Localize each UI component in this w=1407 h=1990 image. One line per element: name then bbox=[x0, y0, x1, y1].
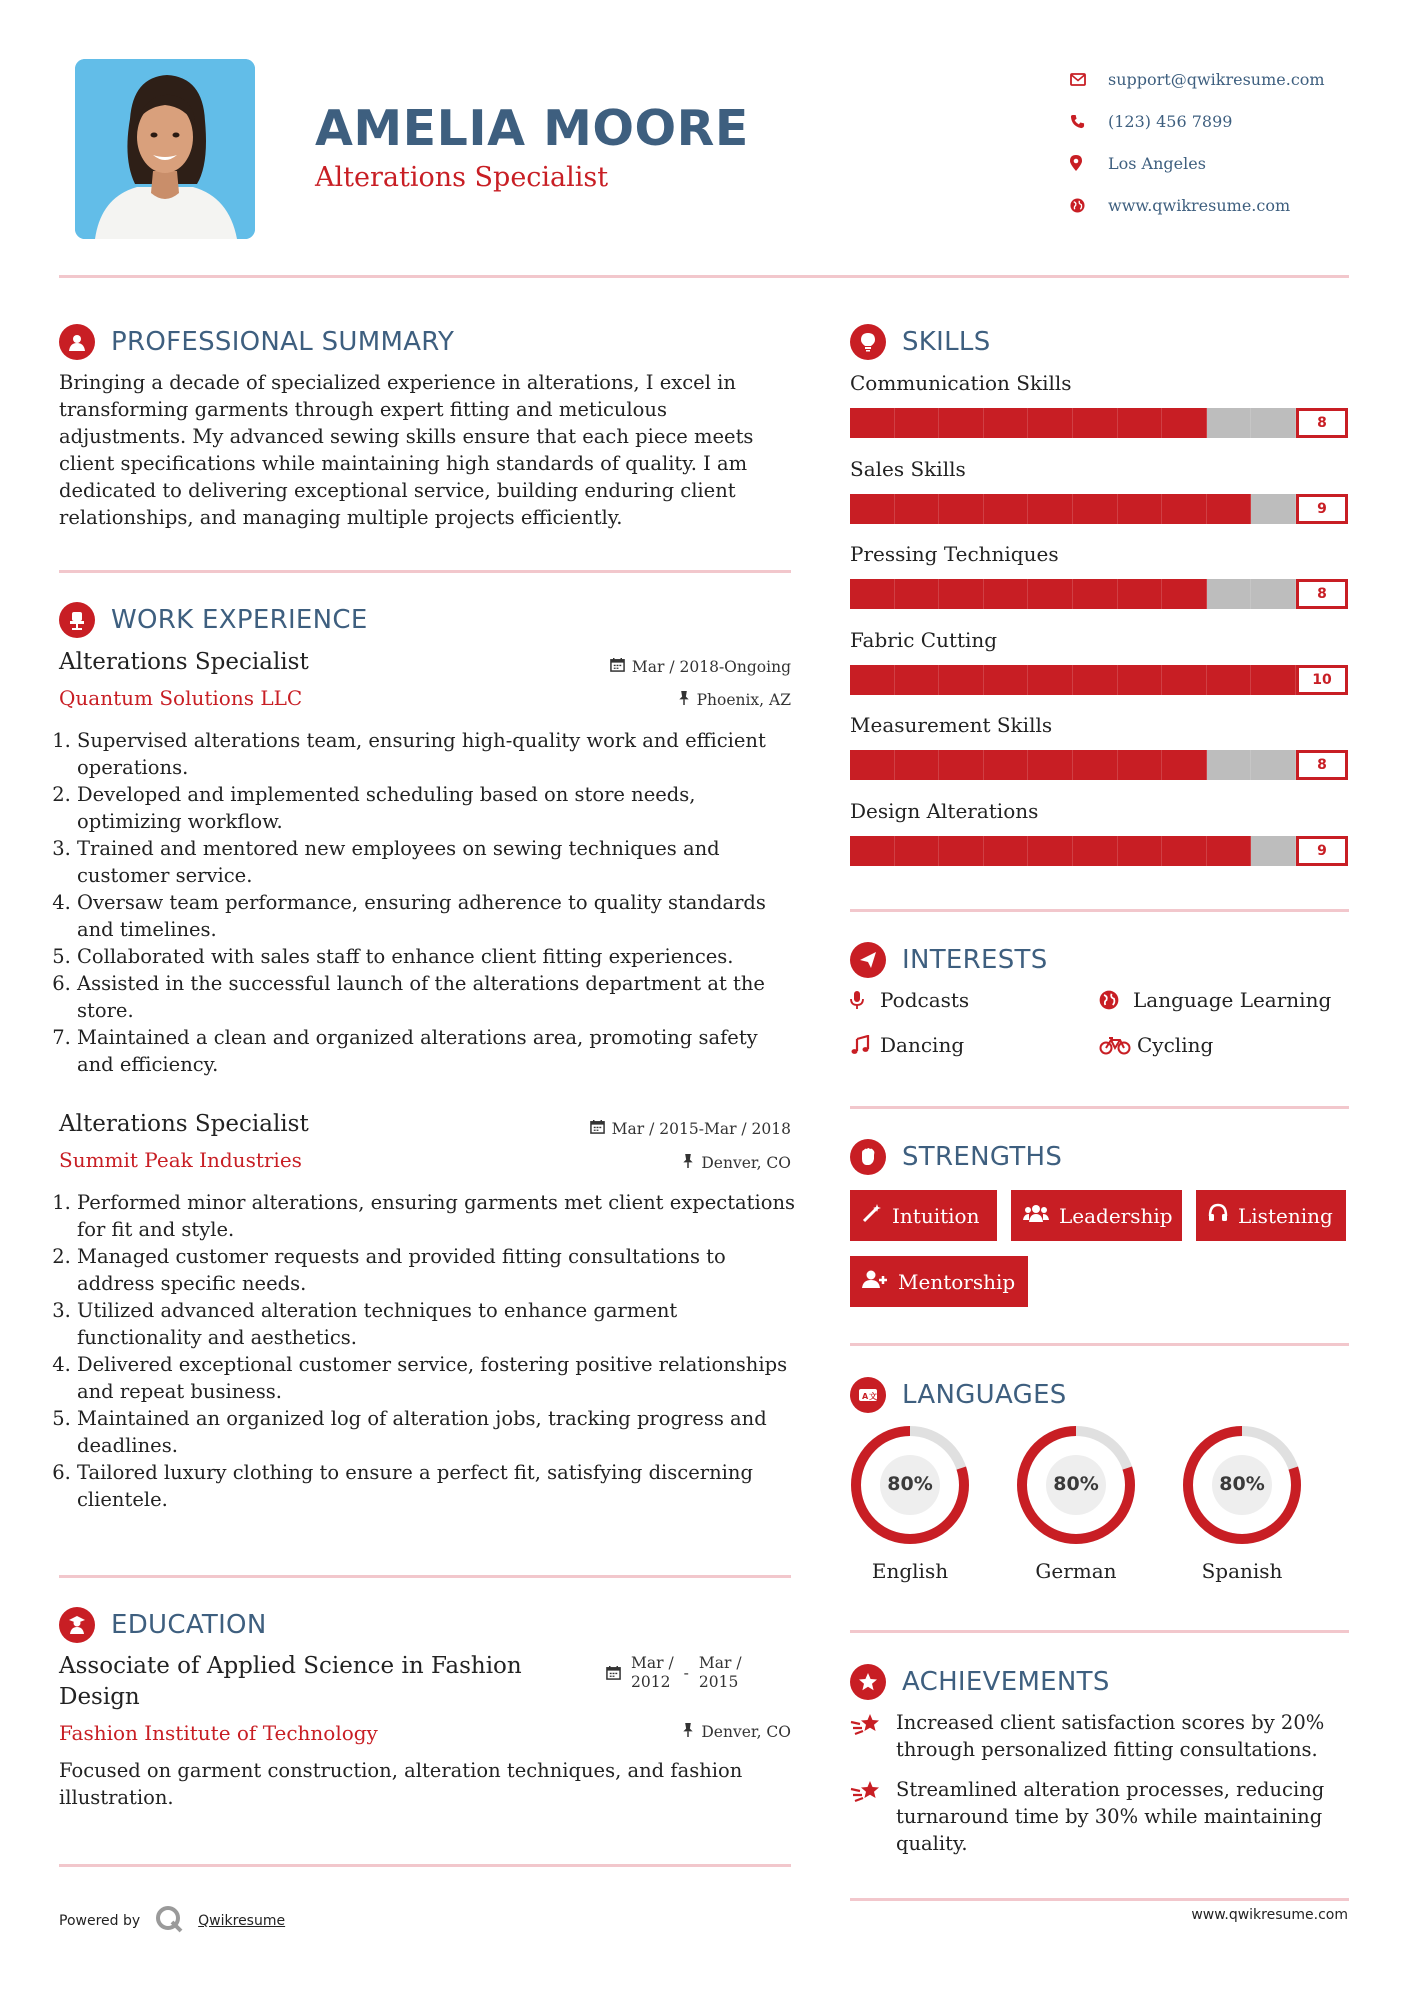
skill-segment-filled bbox=[939, 579, 984, 609]
translate-icon bbox=[850, 1377, 886, 1413]
user-icon bbox=[59, 324, 95, 360]
skill-segment-filled bbox=[850, 408, 895, 438]
footer-url[interactable]: www.qwikresume.com bbox=[1191, 1907, 1348, 1923]
qwikresume-logo-icon bbox=[154, 1904, 184, 1938]
skill-segment-filled bbox=[984, 408, 1029, 438]
skill-level-value: 9 bbox=[1296, 836, 1348, 866]
degree-line-2: Design bbox=[59, 1684, 140, 1710]
skill-segment-filled bbox=[1028, 579, 1073, 609]
contact-list bbox=[1070, 58, 1325, 226]
interest-label: Language Learning bbox=[1133, 988, 1332, 1012]
skill-segment-filled bbox=[895, 836, 940, 866]
skill-segment-filled bbox=[1162, 579, 1207, 609]
list-item: 1. Performed minor alterations, ensuring garments met client expectations for fit and style. bbox=[77, 1189, 799, 1243]
contact-text: www.qwikresume.com bbox=[1108, 195, 1291, 215]
user-plus-icon bbox=[862, 1269, 888, 1294]
skill-level-bar bbox=[850, 665, 1348, 695]
section-title: WORK EXPERIENCE bbox=[111, 605, 368, 635]
job-title: Alterations Specialist bbox=[59, 1111, 309, 1137]
powered-by-label: Powered by bbox=[59, 1913, 141, 1929]
skill-segment-filled bbox=[1073, 665, 1118, 695]
skill-segment-empty bbox=[1207, 750, 1252, 780]
contact-text: (123) 456 7899 bbox=[1108, 111, 1233, 131]
skill-segment-filled bbox=[1162, 836, 1207, 866]
summary-text: Bringing a decade of specialized experience in alterations, I excel in transforming garments through expert fitting and meticulous adjustments. My advanced sewing skills ensure that each piece meets client specifications while maintaining high standards of quality. I am dedicated to delivering exceptional service, building enduring client relationships, and managing multiple projects efficiently. bbox=[59, 371, 754, 529]
candidate-name: AMELIA MOORE bbox=[315, 100, 749, 157]
paper-plane-icon bbox=[850, 942, 886, 978]
language-name: German bbox=[1035, 1559, 1117, 1583]
skill-segment-empty bbox=[1251, 579, 1296, 609]
skill-segment-filled bbox=[1028, 408, 1073, 438]
skill-level-bar bbox=[850, 750, 1348, 780]
list-item: 6. Assisted in the successful launch of the alterations department at the store. bbox=[77, 970, 799, 1024]
job-location bbox=[682, 1153, 791, 1172]
skill-segment-filled bbox=[1207, 494, 1252, 524]
interests-heading bbox=[850, 942, 1048, 978]
date-text: Mar / 2015-Mar / 2018 bbox=[611, 1119, 791, 1138]
skill-segment-filled bbox=[1118, 836, 1163, 866]
date-text: Mar / 2018-Ongoing bbox=[631, 657, 791, 676]
section-divider bbox=[850, 1898, 1349, 1901]
section-title: STRENGTHS bbox=[902, 1142, 1063, 1172]
degree-line-1: Associate of Applied Science in Fashion bbox=[59, 1653, 522, 1679]
skill-segment-filled bbox=[1162, 494, 1207, 524]
company-name: Quantum Solutions LLC bbox=[59, 686, 303, 710]
skill-label: Fabric Cutting bbox=[850, 627, 998, 652]
skill-segment-filled bbox=[1162, 408, 1207, 438]
profile-photo bbox=[75, 59, 255, 239]
list-item: 5. Maintained an organized log of alteration jobs, tracking progress and deadlines. bbox=[77, 1405, 799, 1459]
strength-label: Intuition bbox=[892, 1203, 980, 1228]
education-heading bbox=[59, 1607, 267, 1643]
section-divider bbox=[59, 570, 791, 573]
skill-segment-empty bbox=[1207, 579, 1252, 609]
strength-badge bbox=[850, 1190, 997, 1241]
skill-level-value: 8 bbox=[1296, 750, 1348, 780]
interest-item bbox=[1099, 988, 1331, 1012]
skill-level-bar bbox=[850, 579, 1348, 609]
strength-badge bbox=[1196, 1190, 1346, 1241]
brand-link[interactable]: Qwikresume bbox=[198, 1913, 286, 1929]
education-location bbox=[682, 1722, 791, 1741]
section-divider bbox=[59, 1575, 791, 1578]
headphones-icon bbox=[1208, 1203, 1228, 1228]
strength-label: Leadership bbox=[1059, 1203, 1173, 1228]
list-item: 2. Managed customer requests and provided fitting consultations to address specific needs. bbox=[77, 1243, 799, 1297]
skill-segment-filled bbox=[984, 665, 1029, 695]
skill-segment-filled bbox=[1028, 836, 1073, 866]
skill-segment-filled bbox=[939, 494, 984, 524]
section-title: EDUCATION bbox=[111, 1610, 267, 1640]
list-item: 1. Supervised alterations team, ensuring high-quality work and efficient operations. bbox=[77, 727, 799, 781]
calendar-icon bbox=[610, 657, 625, 676]
location-text: Denver, CO bbox=[701, 1153, 791, 1172]
interest-item bbox=[1099, 1033, 1213, 1057]
language-name: Spanish bbox=[1201, 1559, 1283, 1583]
section-title: SKILLS bbox=[902, 327, 991, 357]
skill-segment-filled bbox=[1073, 750, 1118, 780]
svg-text:文: 文 bbox=[869, 1392, 877, 1401]
skill-segment-filled bbox=[1162, 665, 1207, 695]
lightbulb-icon bbox=[850, 324, 886, 360]
job-title: Alterations Specialist bbox=[59, 649, 309, 675]
skill-segment-empty bbox=[1207, 408, 1252, 438]
achievement-text: Increased client satisfaction scores by 20% through personalized fitting consultations. bbox=[896, 1711, 1325, 1761]
skill-segment-filled bbox=[1118, 494, 1163, 524]
languages-heading bbox=[850, 1377, 1067, 1413]
candidate-role: Alterations Specialist bbox=[315, 162, 609, 193]
achievements-heading bbox=[850, 1664, 1110, 1700]
skill-segment-filled bbox=[1073, 579, 1118, 609]
phone-icon bbox=[1070, 114, 1108, 129]
skills-heading bbox=[850, 324, 991, 360]
skill-segment-filled bbox=[939, 836, 984, 866]
skill-segment-filled bbox=[1073, 836, 1118, 866]
location-text: Phoenix, AZ bbox=[696, 690, 791, 709]
list-item: 3. Trained and mentored new employees on sewing techniques and customer service. bbox=[77, 835, 799, 889]
skill-segment-empty bbox=[1251, 408, 1296, 438]
strength-label: Listening bbox=[1238, 1203, 1333, 1228]
interest-label: Dancing bbox=[880, 1033, 965, 1057]
raised-fist-icon bbox=[850, 1139, 886, 1175]
skill-label: Measurement Skills bbox=[850, 713, 1053, 737]
contact-phone[interactable] bbox=[1070, 100, 1325, 142]
end-month: Mar / bbox=[698, 1654, 742, 1672]
skill-segment-filled bbox=[1073, 408, 1118, 438]
skill-level-value: 8 bbox=[1296, 408, 1348, 438]
map-pin-icon bbox=[1070, 155, 1108, 171]
skill-segment-filled bbox=[850, 579, 895, 609]
skill-level-value: 8 bbox=[1296, 579, 1348, 609]
skill-segment-filled bbox=[850, 665, 895, 695]
bicycle-icon bbox=[1099, 1035, 1135, 1055]
date-dash: - bbox=[683, 1664, 689, 1682]
shooting-star-icon bbox=[850, 1776, 896, 1857]
skill-segment-filled bbox=[850, 750, 895, 780]
section-title: INTERESTS bbox=[902, 945, 1048, 975]
summary-heading bbox=[59, 324, 454, 360]
list-item: 4. Oversaw team performance, ensuring adherence to quality standards and timelines. bbox=[77, 889, 799, 943]
skill-level-bar bbox=[850, 408, 1348, 438]
language-name: English bbox=[871, 1559, 949, 1583]
skill-segment-filled bbox=[895, 494, 940, 524]
skill-segment-filled bbox=[850, 494, 895, 524]
skill-segment-filled bbox=[1118, 750, 1163, 780]
strength-badge bbox=[850, 1256, 1028, 1307]
job-dates bbox=[610, 657, 791, 676]
skill-level-value: 10 bbox=[1296, 665, 1348, 695]
achievement-text: Streamlined alteration processes, reducing turnaround time by 30% while maintaining quality. bbox=[896, 1778, 1325, 1855]
calendar-icon bbox=[590, 1119, 605, 1138]
skill-segment-filled bbox=[895, 408, 940, 438]
section-divider bbox=[850, 1630, 1349, 1633]
location-text: Denver, CO bbox=[701, 1722, 791, 1741]
contact-text: Los Angeles bbox=[1108, 153, 1206, 173]
language-percent: 80% bbox=[1053, 1473, 1099, 1495]
skill-segment-filled bbox=[895, 750, 940, 780]
skill-segment-filled bbox=[1073, 494, 1118, 524]
experience-heading bbox=[59, 602, 368, 638]
section-title: LANGUAGES bbox=[902, 1380, 1067, 1410]
skill-level-bar bbox=[850, 836, 1348, 866]
skill-segment-filled bbox=[895, 579, 940, 609]
globe-icon bbox=[1099, 990, 1127, 1010]
interest-label: Podcasts bbox=[880, 988, 970, 1012]
end-year: 2015 bbox=[698, 1673, 739, 1691]
section-title: ACHIEVEMENTS bbox=[902, 1667, 1110, 1697]
job-dates bbox=[590, 1119, 791, 1138]
education-dates bbox=[606, 1654, 742, 1692]
section-divider bbox=[850, 909, 1349, 912]
education-text: Focused on garment construction, alteration techniques, and fashion illustration. bbox=[59, 1759, 743, 1809]
list-item: 5. Collaborated with sales staff to enhance client fitting experiences. bbox=[77, 943, 799, 970]
list-item: 7. Maintained a clean and organized alterations area, promoting safety and efficiency. bbox=[77, 1024, 799, 1078]
list-item: 4. Delivered exceptional customer service, fostering positive relationships and repeat business. bbox=[77, 1351, 799, 1405]
header-divider bbox=[59, 275, 1349, 278]
skill-segment-empty bbox=[1251, 494, 1296, 524]
skill-segment-filled bbox=[1028, 665, 1073, 695]
list-item: 6. Tailored luxury clothing to ensure a perfect fit, satisfying discerning clientele. bbox=[77, 1459, 799, 1513]
skill-segment-empty bbox=[1251, 750, 1296, 780]
company-name: Summit Peak Industries bbox=[59, 1148, 302, 1172]
skill-level-value: 9 bbox=[1296, 494, 1348, 524]
section-divider bbox=[59, 1864, 791, 1867]
start-month: Mar / bbox=[631, 1654, 674, 1672]
shooting-star-icon bbox=[850, 1709, 896, 1763]
svg-text:A: A bbox=[862, 1392, 869, 1401]
skill-segment-filled bbox=[939, 750, 984, 780]
school-name: Fashion Institute of Technology bbox=[59, 1721, 378, 1745]
skill-label: Sales Skills bbox=[850, 456, 966, 481]
section-title: PROFESSIONAL SUMMARY bbox=[111, 327, 455, 357]
skill-segment-filled bbox=[1118, 579, 1163, 609]
skill-segment-filled bbox=[895, 665, 940, 695]
interest-item bbox=[850, 988, 969, 1012]
contact-location bbox=[1070, 142, 1325, 184]
contact-email[interactable] bbox=[1070, 58, 1325, 100]
job-duties-list bbox=[59, 1189, 799, 1513]
skill-label: Pressing Techniques bbox=[850, 542, 1059, 566]
pushpin-icon bbox=[682, 1722, 694, 1741]
strength-badge bbox=[1011, 1190, 1182, 1241]
globe-icon bbox=[1070, 198, 1108, 213]
graduate-icon bbox=[59, 1607, 95, 1643]
language-percent: 80% bbox=[887, 1473, 933, 1495]
pushpin-icon bbox=[678, 690, 690, 709]
interest-item bbox=[850, 1033, 964, 1057]
footer-powered-by bbox=[59, 1904, 285, 1938]
magic-wand-icon bbox=[862, 1203, 882, 1228]
skill-label: Communication Skills bbox=[850, 371, 1072, 395]
section-divider bbox=[850, 1343, 1349, 1346]
skill-segment-filled bbox=[1028, 494, 1073, 524]
achievement-item bbox=[850, 1776, 1330, 1857]
briefcase-chair-icon bbox=[59, 602, 95, 638]
strengths-heading bbox=[850, 1139, 1062, 1175]
achievement-item bbox=[850, 1709, 1330, 1763]
skill-segment-filled bbox=[939, 408, 984, 438]
skill-segment-filled bbox=[1207, 836, 1252, 866]
skill-segment-filled bbox=[984, 494, 1029, 524]
skill-segment-filled bbox=[1162, 750, 1207, 780]
skill-segment-filled bbox=[939, 665, 984, 695]
skill-segment-filled bbox=[1207, 665, 1252, 695]
skill-segment-filled bbox=[1028, 750, 1073, 780]
skill-segment-filled bbox=[1251, 665, 1296, 695]
start-year: 2012 bbox=[631, 1673, 671, 1691]
language-percent: 80% bbox=[1219, 1473, 1265, 1495]
skill-segment-filled bbox=[1118, 665, 1163, 695]
job-duties-list bbox=[59, 727, 799, 1078]
skill-segment-empty bbox=[1251, 836, 1296, 866]
list-item: 3. Utilized advanced alteration techniques to enhance garment functionality and aesthetics. bbox=[77, 1297, 799, 1351]
star-badge-icon bbox=[850, 1664, 886, 1700]
pushpin-icon bbox=[682, 1153, 694, 1172]
skill-level-bar bbox=[850, 494, 1348, 524]
skill-segment-filled bbox=[850, 836, 895, 866]
music-note-icon bbox=[850, 1035, 878, 1055]
portrait-image bbox=[75, 59, 255, 239]
interest-label: Cycling bbox=[1137, 1033, 1214, 1057]
envelope-icon bbox=[1070, 73, 1108, 86]
section-divider bbox=[850, 1106, 1349, 1109]
calendar-icon bbox=[606, 1654, 621, 1685]
job-location bbox=[678, 690, 791, 709]
skill-segment-filled bbox=[984, 750, 1029, 780]
skill-segment-filled bbox=[984, 579, 1029, 609]
skill-segment-filled bbox=[1118, 408, 1163, 438]
contact-text: support@qwikresume.com bbox=[1108, 69, 1325, 89]
contact-website[interactable] bbox=[1070, 184, 1325, 226]
list-item: 2. Developed and implemented scheduling based on store needs, optimizing workflow. bbox=[77, 781, 799, 835]
skill-label: Design Alterations bbox=[850, 798, 1039, 823]
strength-label: Mentorship bbox=[898, 1269, 1016, 1294]
users-icon bbox=[1023, 1203, 1049, 1228]
microphone-icon bbox=[850, 990, 878, 1010]
skill-segment-filled bbox=[984, 836, 1029, 866]
